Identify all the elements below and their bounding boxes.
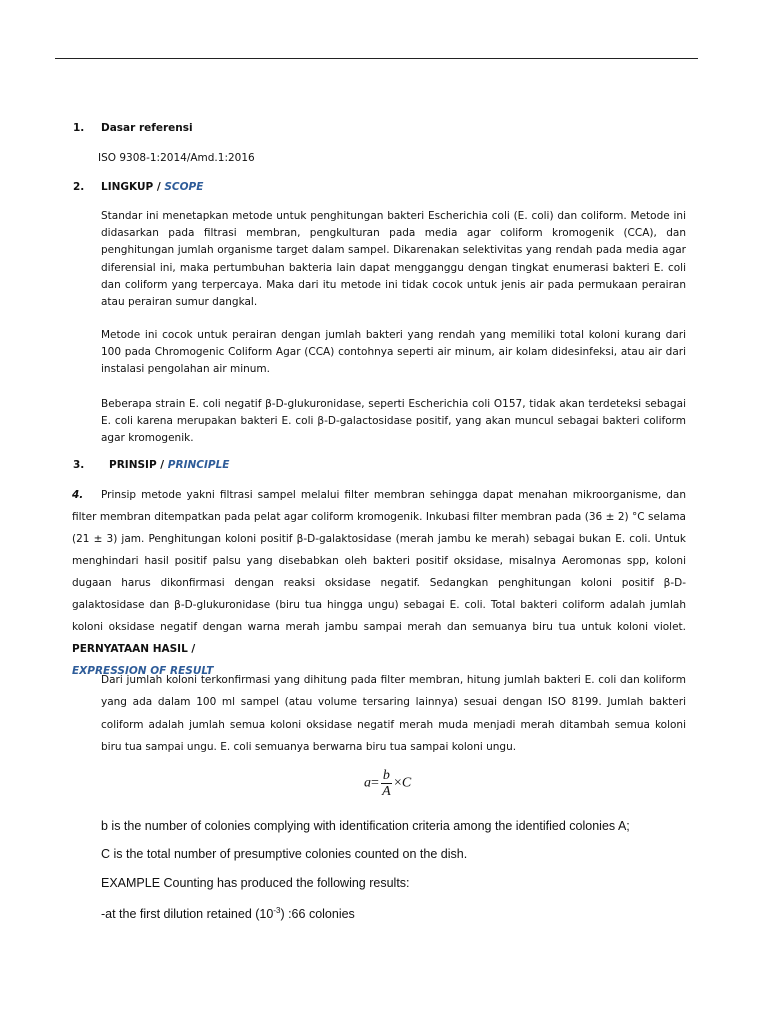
dilution-suffix: ) :66 colonies <box>280 907 355 922</box>
section-3-heading <box>73 458 229 472</box>
formula-numerator: b <box>382 768 390 783</box>
formula-rhs: C <box>401 775 412 791</box>
definition-c: C is the total number of presumptive colonies counted on the dish. <box>101 847 468 861</box>
scope-paragraph-2: Metode ini cocok untuk perairan dengan jumlah bakteri yang rendah yang memiliki total koloni kurang dari 100 pada Chromogenic Coliform Agar (CCA) contohnya seperti air minum, air kolam didesinfeksi, atau air dari instalasi pengolahan air minum. <box>101 329 686 376</box>
dilution-exponent: -3 <box>273 906 281 915</box>
reference-text: ISO 9308-1:2014/Amd.1:2016 <box>98 152 255 164</box>
section-4-number: 4. <box>72 489 84 501</box>
principle-text: Prinsip metode yakni filtrasi sampel melalui filter membran sehingga dapat menahan mikroorganisme, dan filter membran ditempatkan pada pelat agar coliform kromogenik. Inkubasi filter membran pada (36 ± 2) °C selama (21 ± 3) jam. Penghitungan koloni positif β-D-galaktosidase (merah jambu ke merah) sebagai bukan E. coli. Untuk menghindari hasil positif palsu yang disebabkan oleh bakteri positif oksidase, misalnya Aeromonas spp, koloni dugaan harus dikonfirmasi dengan reaksi oksidase negatif. Sedangkan penghitungan koloni positif β-D-galaktosidase dan β-D-glukuronidase (biru tua hingga ungu) sebagai E. coli. Total bakteri coliform adalah jumlah koloni oksidase negatif dengan warna merah jambu sampai merah dan semuanya biru tua untuk koloni violet. <box>72 489 686 633</box>
result-paragraph: Dari jumlah koloni terkonfirmasi yang dihitung pada filter membran, hitung jumlah bakteri E. coli dan koliform yang ada dalam 100 ml sampel (atau volume tersaring lainnya) sesuai dengan ISO 8199. Jumlah bakteri coliform adalah jumlah semua koloni oksidase negatif merah muda menjadi merah ditambah semua koloni biru tua sampai ungu. E. coli semuanya berwarna biru tua sampai koloni ungu. <box>101 674 686 753</box>
section-2-title-en: SCOPE <box>164 181 204 193</box>
formula-equals: = <box>371 775 379 791</box>
section-2-title: LINGKUP / <box>101 181 161 193</box>
formula <box>364 768 411 799</box>
scope-paragraph-3: Beberapa strain E. coli negatif β-D-glukuronidase, seperti Escherichia coli O157, tidak akan terdeteksi sebagai E. coli karena merupakan bakteri E. coli β-D-galactosidase positif, yang akan muncul sebagai bakteri coliform agar kromogenik. <box>101 398 686 445</box>
section-2-number: 2. <box>73 181 85 193</box>
formula-times: × <box>393 775 402 791</box>
section-3-title-en: PRINCIPLE <box>167 459 230 471</box>
scope-paragraph-1: Standar ini menetapkan metode untuk penghitungan bakteri Escherichia coli (E. coli) dan coliform. Metode ini didasarkan pada filtrasi membran, pengkulturan pada media agar coliform kromogenik (CCA), dan penghitungan jumlah organisme target dalam sampel. Dikarenakan selektivitas yang rendah pada media agar diferensial ini, maka pertumbuhan bakteria lain dapat mengganggu dengan tingkat enumerasi bakteri E. coli dan coliform yang terpercaya. Maka dari itu metode ini tidak cocok untuk jenis air pada permukaan perairan atau perairan sumur dangkal. <box>101 210 686 309</box>
example-label: EXAMPLE Counting has produced the following results: <box>101 876 410 890</box>
section-1-number: 1. <box>73 122 85 134</box>
section-3-title: PRINSIP / <box>109 459 165 471</box>
dilution-line <box>101 903 355 922</box>
header-rule <box>55 58 698 59</box>
dilution-prefix: -at the first dilution retained (10 <box>101 907 274 922</box>
section-2-heading <box>73 180 203 194</box>
result-heading-en: EXPRESSION OF RESULT <box>72 665 214 677</box>
section-1-title: Dasar referensi <box>101 122 193 134</box>
formula-lhs: a <box>364 775 371 791</box>
section-3-number: 3. <box>73 459 85 471</box>
result-heading: PERNYATAAN HASIL / <box>72 643 196 655</box>
definition-b: b is the number of colonies complying with identification criteria among the identified colonies A; <box>101 819 630 833</box>
section-1-heading <box>73 121 193 135</box>
formula-fraction <box>381 768 392 799</box>
principle-paragraph <box>72 484 686 682</box>
formula-denominator: A <box>382 784 391 799</box>
